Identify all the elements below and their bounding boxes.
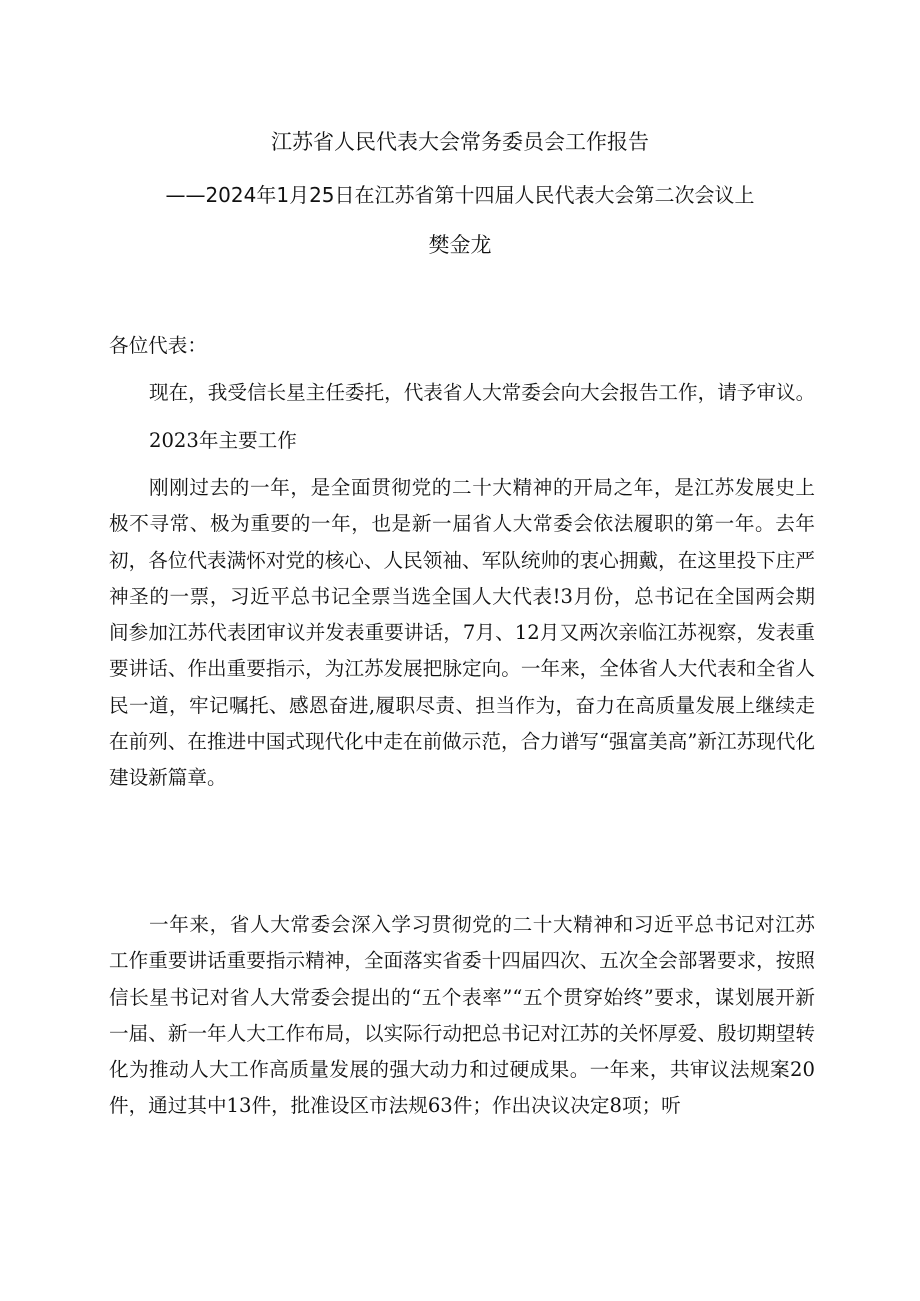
report-title: 江苏省人民代表大会常务委员会工作报告: [271, 130, 649, 154]
report-author: 樊金龙: [428, 233, 492, 257]
salutation: 各位代表：: [109, 334, 207, 357]
section-heading: 2023年主要工作: [149, 429, 297, 452]
paragraph-work-summary: 一年来，省人大常委会深入学习贯彻党的二十大精神和习近平总书记对江苏工作重要讲话重要指示精神，全面落实省委十四届四次、五次全会部署要求，按照信长星书记对省人大常委会提出的“五个表率”“五个贯穿始终”要求，谋划展开新一届、新一年人大工作布局，以实际行动把总书记对江苏的关怀厚爱、殷切期望转化为推动人大工作高质量发展的强大动力和过硬成果。一年来，共审议法规案20件，通过其中13件，批准设区市法规63件；作出决议决定8项；听: [109, 913, 815, 1118]
report-subtitle: ——2024年1月25日在江苏省第十四届人民代表大会第二次会议上: [165, 183, 755, 207]
paragraph-intro: 现在，我受信长星主任委托，代表省人大常委会向大会报告工作，请予审议。: [149, 381, 816, 404]
paragraph-review: 刚刚过去的一年，是全面贯彻党的二十大精神的开局之年，是江苏发展史上极不寻常、极为重要的一年，也是新一届省人大常委会依法履职的第一年。去年初，各位代表满怀对党的核心、人民领袖、军队统帅的衷心拥戴，在这里投下庄严神圣的一票，习近平总书记全票当选全国人大代表!3月份，总书记在全国两会期间参加江苏代表团审议并发表重要讲话，7月、12月又两次亲临江苏视察，发表重要讲话、作出重要指示，为江苏发展把脉定向。一年来，全体省人大代表和全省人民一道，牢记嘱托、感恩奋进,履职尽责、担当作为，奋力在高质量发展上继续走在前列、在推进中国式现代化中走在前做示范，合力谱写“强富美高”新江苏现代化建设新篇章。: [109, 476, 815, 790]
